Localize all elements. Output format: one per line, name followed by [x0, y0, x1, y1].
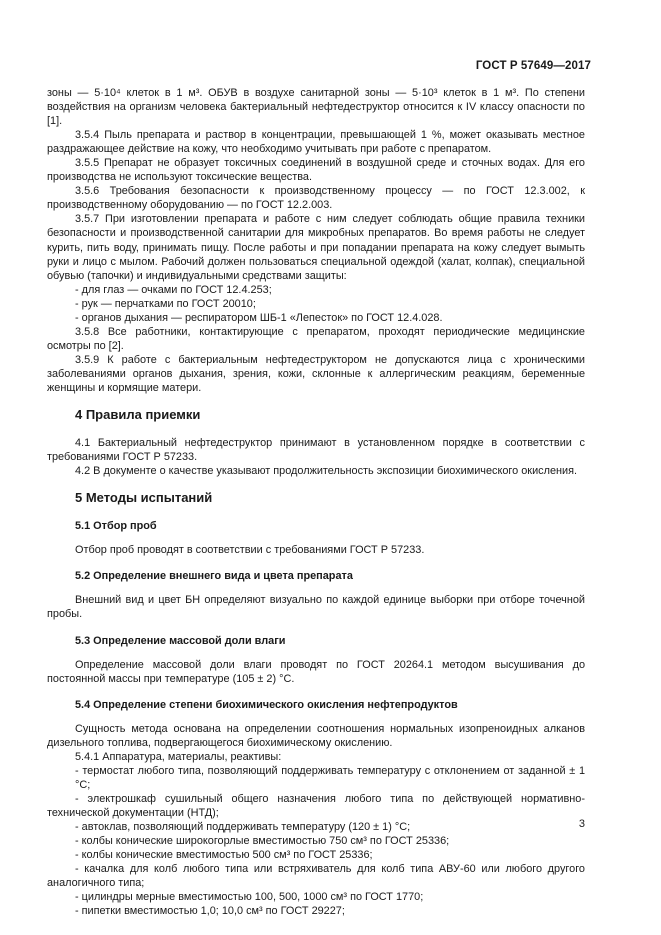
paragraph: 3.5.4 Пыль препарата и раствор в концентрации, превышающей 1 %, может оказывать местное раздражающее действие на кожу, что необходимо учитывать при работе с препаратом.: [47, 129, 585, 156]
section-heading: 4 Правила приемки: [75, 407, 201, 423]
list-item: - термостат любого типа, позволяющий поддерживать температуру с отклонением от заданной ± 1 °С;: [75, 764, 585, 791]
paragraph: 3.5.6 Требования безопасности к производственному процессу — по ГОСТ 12.3.002, к производственному оборудованию — по ГОСТ 12.2.003.: [47, 185, 585, 212]
page-body: [47, 86, 585, 918]
section-heading: 5 Методы испытаний: [75, 490, 213, 506]
list-item: - колбы конические широкогорлые вместимостью 750 см³ по ГОСТ 25336;: [75, 835, 450, 848]
paragraph: 3.5.8 Все работники, контактирующие с препаратом, проходят периодические медицинские осмотры по [2].: [47, 325, 585, 352]
subsection-heading: 5.3 Определение массовой доли влаги: [75, 634, 286, 647]
document-number: ГОСТ Р 57649—2017: [475, 60, 591, 72]
subsection-heading: 5.4 Определение степени биохимического окисления нефтепродуктов: [75, 698, 458, 711]
list-item: - колбы конические вместимостью 500 см³ по ГОСТ 25336;: [75, 849, 373, 862]
subsection-heading: 5.2 Определение внешнего вида и цвета препарата: [75, 570, 353, 583]
list-item: - автоклав, позволяющий поддерживать температуру (120 ± 1) °С;: [75, 821, 411, 834]
paragraph: 4.1 Бактериальный нефтедеструктор принимают в установленном порядке в соответствии с требованиями ГОСТ Р 57233.: [47, 437, 585, 464]
list-item: - органов дыхания — респиратором ШБ-1 «Лепесток» по ГОСТ 12.4.028.: [75, 311, 443, 324]
paragraph: 5.4.1 Аппаратура, материалы, реактивы:: [75, 750, 282, 763]
paragraph: 3.5.9 К работе с бактериальным нефтедеструктором не допускаются лица с хроническими заболеваниями органов дыхания, зрения, кожи, склонные к аллергическим реакциям, беременные женщины и кормящие матери.: [47, 353, 585, 394]
list-item: - качалка для колб любого типа или встряхиватель для колб типа АВУ-60 или любого другого аналогичного типа;: [47, 863, 585, 890]
list-item: - цилиндры мерные вместимостью 100, 500, 1000 см³ по ГОСТ 1770;: [75, 891, 424, 904]
paragraph: 4.2 В документе о качестве указывают продолжительность экспозиции биохимического окисления.: [75, 465, 578, 478]
paragraph: Определение массовой доли влаги проводят по ГОСТ 20264.1 методом высушивания до постоянной массы при температуре (105 ± 2) °С.: [47, 658, 585, 685]
list-item: - для глаз — очками по ГОСТ 12.4.253;: [75, 283, 272, 296]
paragraph: Сущность метода основана на определении соотношения нормальных изопреноидных алканов дизельного топлива, подвергающегося биохимическому окислению.: [47, 722, 585, 749]
paragraph: Отбор проб проводят в соответствии с требованиями ГОСТ Р 57233.: [75, 544, 425, 557]
paragraph: Внешний вид и цвет БН определяют визуально по каждой единице выборки при отборе точечной пробы.: [47, 594, 585, 621]
paragraph: зоны — 5·10⁴ клеток в 1 м³. ОБУВ в воздухе санитарной зоны — 5·10³ клеток в 1 м³. По степени воздействия на организм человека бактериальный нефтедеструктор относится к IV классу опасности по [1].: [47, 87, 585, 128]
list-item: - электрошкаф сушильный общего назначения любого типа по действующей нормативно-технической документации (НТД);: [47, 792, 585, 819]
paragraph: 3.5.7 При изготовлении препарата и работе с ним следует соблюдать общие правила техники безопасности и производственной санитарии для микробных препаратов. Во время работы не следует курить, пить воду, принимать пищу. После работы и при попадании препарата на кожу следует вымыть руки и лицо с мылом. Рабочий должен пользоваться специальной одеждой (халат, колпак), специальной обувью (тапочки) и индивидуальными средствами защиты:: [47, 213, 585, 282]
subsection-heading: 5.1 Отбор проб: [75, 520, 157, 533]
paragraph: 3.5.5 Препарат не образует токсичных соединений в воздушной среде и сточных водах. Для его производства не используют токсические вещества.: [47, 157, 585, 184]
list-item: - рук — перчатками по ГОСТ 20010;: [75, 297, 256, 310]
page-number: 3: [578, 818, 585, 830]
list-item: - пипетки вместимостью 1,0; 10,0 см³ по ГОСТ 29227;: [75, 905, 345, 918]
